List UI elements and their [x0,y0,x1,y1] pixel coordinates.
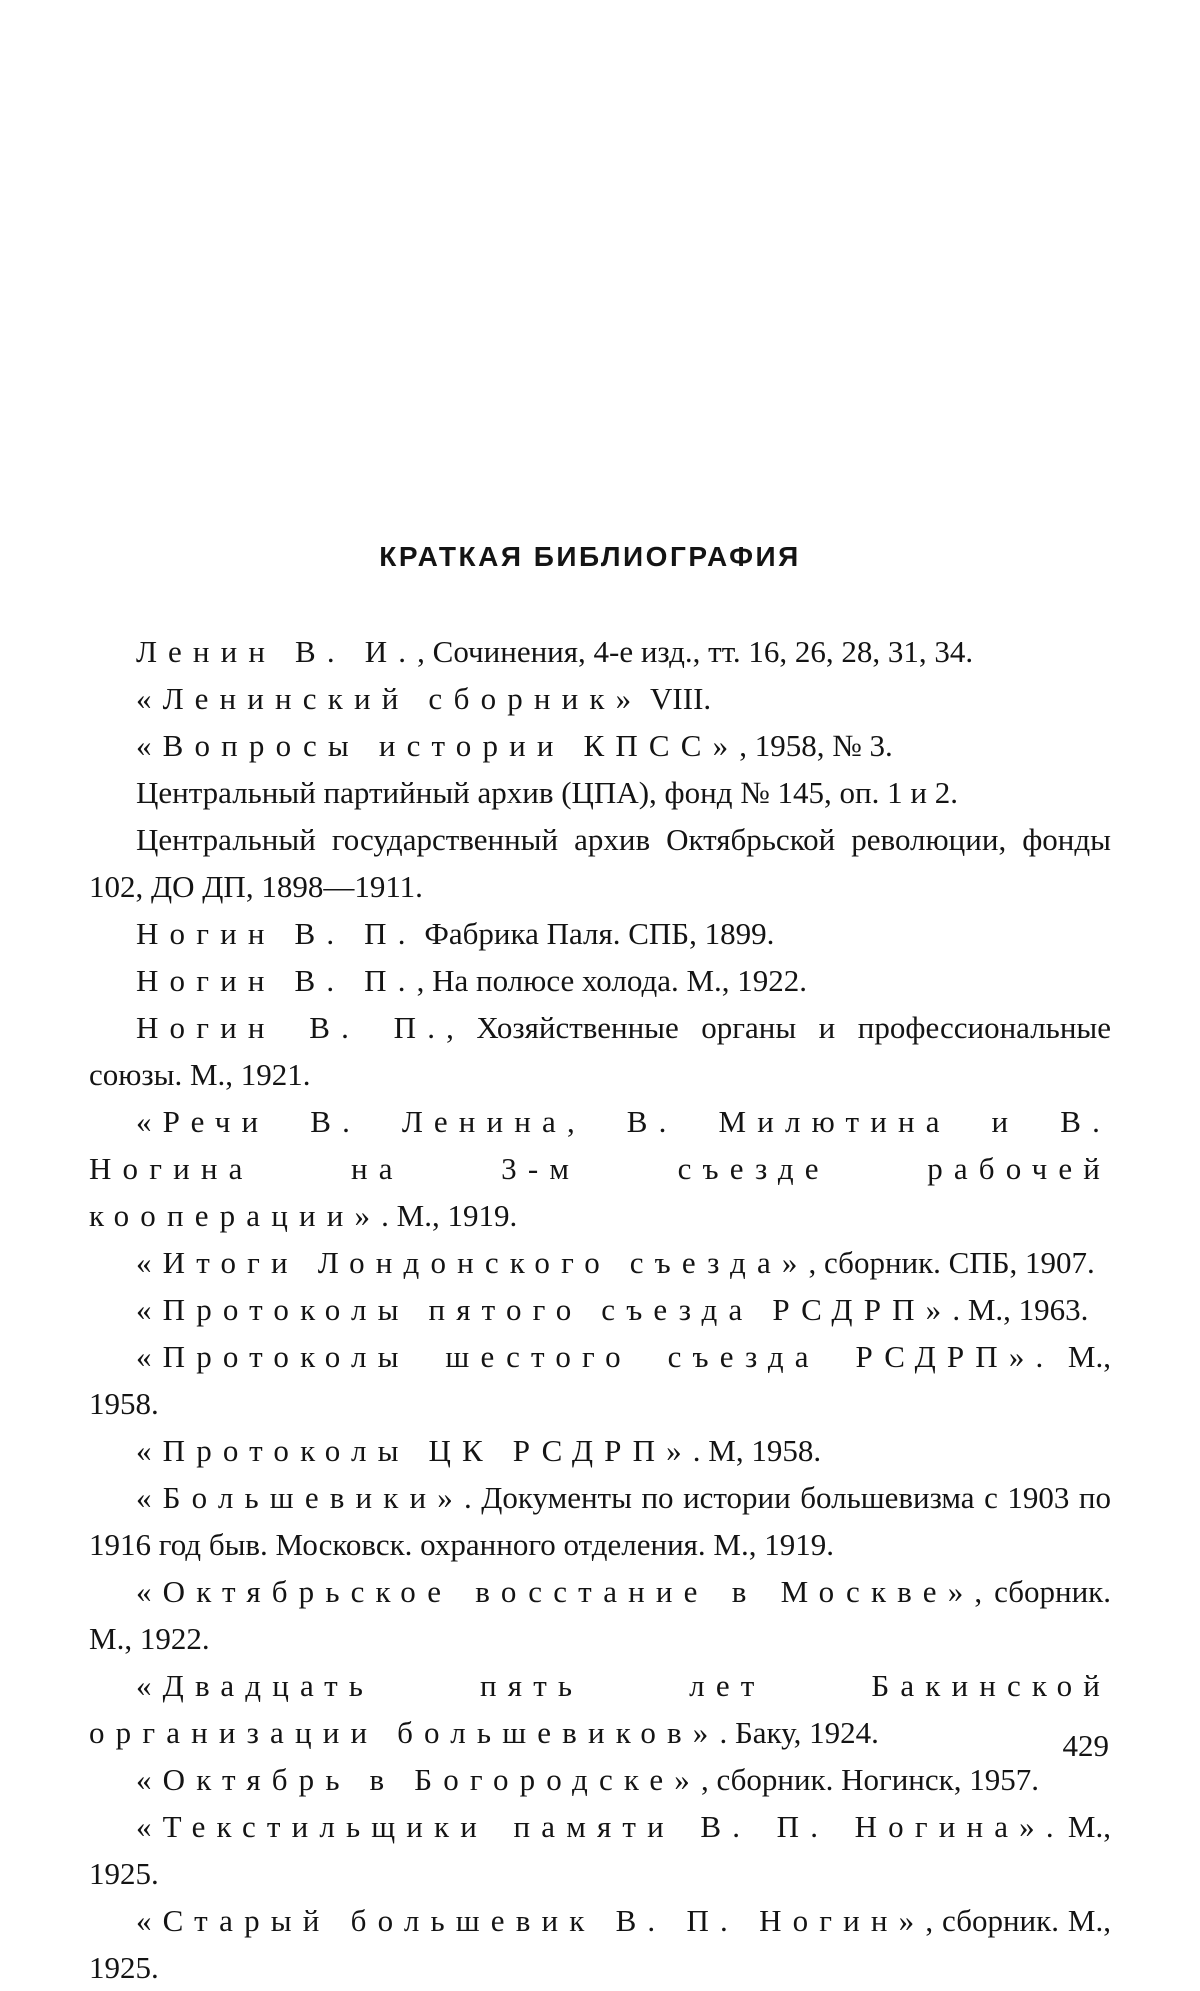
entry-text: , Сочинения, 4-е изд., тт. 16, 26, 28, 31, 34. [417,634,974,669]
bibliography-entry [89,769,1111,816]
entry-text: Фабрика Паля. СПБ, 1899. [416,916,775,951]
entry-spaced-text: Ленин В. И. [136,634,418,669]
bibliography-entry [89,957,1111,1004]
entry-text: Центральный государственный архив Октябрьской революции, фонды 102, ДО ДП, 1898—1911. [89,822,1111,904]
bibliography-entry [89,1333,1111,1427]
bibliography-entry [89,1286,1111,1333]
bibliography-entry [89,1004,1111,1098]
bibliography-title: КРАТКАЯ БИБЛИОГРАФИЯ [379,540,801,572]
bibliography-entry [89,1803,1111,1897]
entry-spaced-text: «Двадцать пять лет Бакинской организации большевиков» [89,1668,1111,1750]
entry-spaced-text: «Протоколы ЦК РСДРП» [136,1433,693,1468]
entry-text: , сборник. М., 1922. [89,1574,1111,1656]
entry-text: . М, 1958. [692,1433,822,1468]
entry-text: , сборник. Ногинск, 1957. [700,1762,1039,1797]
entry-spaced-text: «Протоколы пятого съезда РСДРП» [136,1292,953,1327]
entry-text: . М., 1963. [952,1292,1089,1327]
bibliography-entry [89,1474,1111,1568]
bibliography-entry [89,1897,1111,1991]
entry-text: . М., 1925. [89,1809,1111,1891]
bibliography-list [89,628,1111,1991]
entry-text: , сборник. СПБ, 1907. [808,1245,1095,1280]
entry-spaced-text: «Протоколы шестого съезда РСДРП» [136,1339,1036,1374]
entry-spaced-text: «Речи В. Ленина, В. Милютина и В. Ногина на 3-м съезде рабочей кооперации» [89,1104,1111,1233]
entry-spaced-text: «Вопросы истории КПСС» [136,728,740,763]
entry-text: . Баку, 1924. [719,1715,879,1750]
entry-spaced-text: Ногин В. П. [136,916,417,951]
bibliography-entry [89,1427,1111,1474]
bibliography-entry [89,1756,1111,1803]
entry-spaced-text: Ногин В. П. [136,1010,447,1045]
bibliography-entry [89,722,1111,769]
bibliography-entry [89,1239,1111,1286]
entry-text: . М., 1919. [381,1198,518,1233]
entry-text: , На полюсе холода. М., 1922. [416,963,808,998]
entry-text: , сборник. М., 1925. [89,1903,1112,1985]
bibliography-entry [89,1662,1111,1756]
bibliography-entry [89,1568,1111,1662]
entry-spaced-text: «Большевики» [136,1480,464,1515]
entry-text: . М., 1958. [89,1339,1111,1421]
entry-text: , Хозяйственные органы и профессиональные союзы. М., 1921. [89,1010,1112,1092]
bibliography-entry [89,816,1111,910]
bibliography-entry [89,910,1111,957]
entry-text: , 1958, № 3. [739,728,893,763]
entry-text: VIII. [642,681,712,716]
entry-text: Центральный партийный архив (ЦПА), фонд № 145, оп. 1 и 2. [136,775,958,810]
bibliography-entry [89,675,1111,722]
page-number: 429 [1062,1728,1109,1763]
entry-spaced-text: «Текстильщики памяти В. П. Ногина» [136,1809,1046,1844]
entry-spaced-text: «Итоги Лондонского съезда» [136,1245,809,1280]
entry-spaced-text: «Старый большевик В. П. Ногин» [136,1903,926,1938]
entry-spaced-text: «Октябрь в Богородске» [136,1762,701,1797]
bibliography-entry [89,628,1111,675]
bibliography-entry [89,1098,1111,1239]
entry-spaced-text: «Ленинский сборник» [136,681,643,716]
entry-text: . Документы по истории большевизма с 1903 по 1916 год быв. Московск. охранного отделения. М., 1919. [89,1480,1111,1562]
entry-spaced-text: Ногин В. П. [136,963,417,998]
entry-spaced-text: «Октябрьское восстание в Москве» [136,1574,975,1609]
